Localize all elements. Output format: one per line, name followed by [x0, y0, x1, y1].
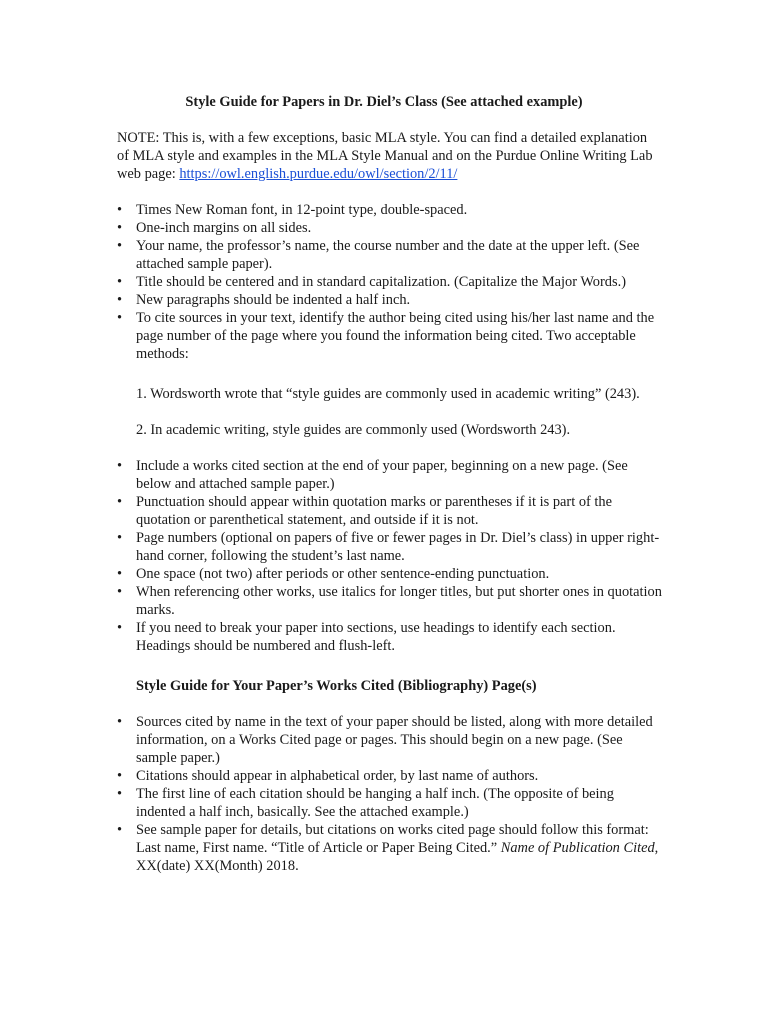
list-item: • One-inch margins on all sides. [117, 220, 312, 236]
works-cited-rules-list [117, 713, 662, 875]
list-item: • New paragraphs should be indented a half inch. [117, 292, 411, 308]
bullet-icon: • [117, 714, 123, 730]
bullet-icon: • [117, 620, 123, 636]
list-item: • See sample paper for details, but citations on works cited page should follow this format: Last name, First name. “Title of Article or Paper Being Cited.” Name of Publication Cited, XX(date) XX(Month) 2018. [117, 822, 659, 874]
list-item: • Sources cited by name in the text of your paper should be listed, along with more detailed information, on a Works Cited page or pages. This should begin on a new page. (See sample paper.) [117, 714, 653, 766]
list-item: • Page numbers (optional on papers of five or fewer pages in Dr. Diel’s class) in upper right-hand corner, following the student’s last name. [117, 530, 660, 564]
bullet-icon: • [117, 458, 123, 474]
bullet-icon: • [117, 822, 123, 838]
list-item: • The first line of each citation should be hanging a half inch. (The opposite of being indented a half inch, basically. See the attached example.) [117, 786, 614, 820]
intro-note [117, 129, 657, 183]
style-rules-list [117, 457, 662, 655]
publication-name-italic: Name of Publication Cited [500, 840, 655, 856]
list-item: • Your name, the professor’s name, the course number and the date at the upper left. (See attached sample paper). [117, 238, 640, 272]
list-item: • Title should be centered and in standard capitalization. (Capitalize the Major Words.) [117, 274, 626, 290]
bullet-icon: • [117, 202, 123, 218]
citation-example-2: 2. In academic writing, style guides are commonly used (Wordsworth 243). [136, 422, 571, 438]
bullet-icon: • [117, 494, 123, 510]
list-item: • One space (not two) after periods or other sentence-ending punctuation. [117, 566, 550, 582]
purdue-owl-link[interactable]: https://owl.english.purdue.edu/owl/section/2/11/ [179, 166, 458, 182]
bullet-icon: • [117, 238, 123, 254]
bullet-icon: • [117, 768, 123, 784]
bullet-icon: • [117, 220, 123, 236]
works-cited-heading: Style Guide for Your Paper’s Works Cited (Bibliography) Page(s) [136, 678, 537, 694]
list-item: • Times New Roman font, in 12-point type, double-spaced. [117, 202, 468, 218]
list-item: • When referencing other works, use italics for longer titles, but put shorter ones in quotation marks. [117, 584, 662, 618]
citation-example-1: 1. Wordsworth wrote that “style guides are commonly used in academic writing” (243). [136, 386, 640, 402]
bullet-icon: • [117, 584, 123, 600]
bullet-icon: • [117, 274, 123, 290]
list-item: • If you need to break your paper into sections, use headings to identify each section. Headings should be numbered and flush-left. [117, 620, 616, 654]
bullet-icon: • [117, 566, 123, 582]
formatting-rules-list [117, 201, 662, 363]
list-item: • Include a works cited section at the end of your paper, beginning on a new page. (See below and attached sample paper.) [117, 458, 628, 492]
bullet-icon: • [117, 786, 123, 802]
bullet-icon: • [117, 310, 123, 326]
intro-note-text: NOTE: This is, with a few exceptions, basic MLA style. You can find a detailed explanation of MLA style and examples in the MLA Style Manual and on the Purdue Online Writing Lab web page: [117, 130, 653, 182]
list-item: • Citations should appear in alphabetical order, by last name of authors. [117, 768, 539, 784]
list-item: • Punctuation should appear within quotation marks or parentheses if it is part of the quotation or parenthetical statement, and outside if it is not. [117, 494, 612, 528]
page-title: Style Guide for Papers in Dr. Diel’s Class (See attached example) [185, 94, 583, 110]
bullet-icon: • [117, 530, 123, 546]
list-item: • To cite sources in your text, identify the author being cited using his/her last name and the page number of the page where you found the information being cited. Two acceptable methods: [117, 310, 655, 362]
bullet-icon: • [117, 292, 123, 308]
